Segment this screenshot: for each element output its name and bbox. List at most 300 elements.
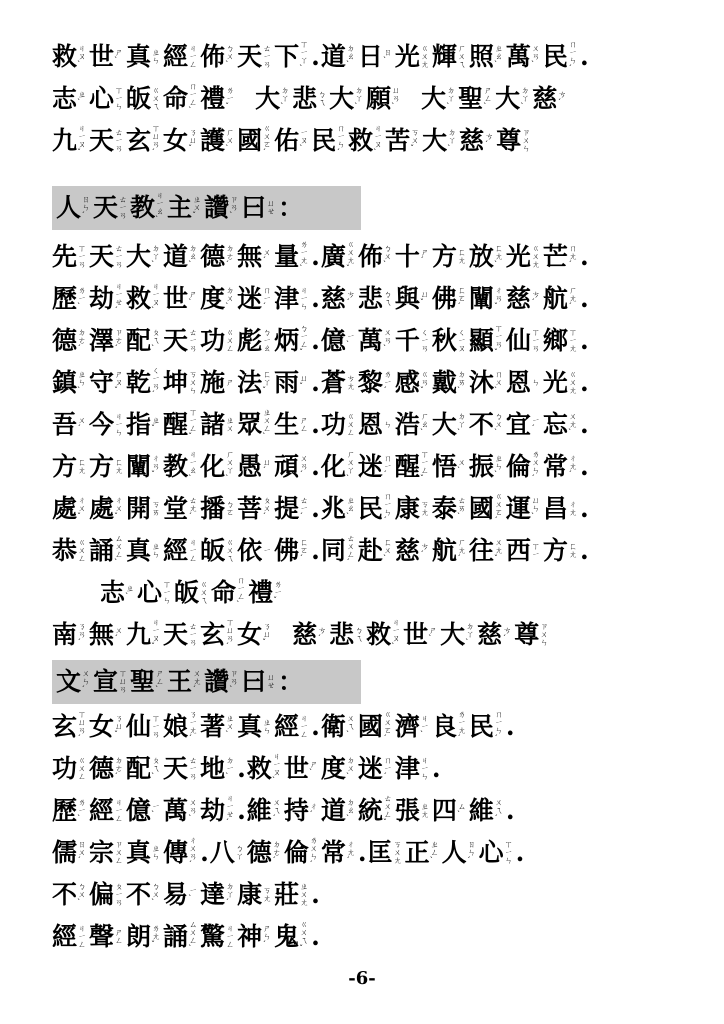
hanzi: 恩 bbox=[357, 410, 383, 439]
zhuyin: ㄇ ㄧ ㄣ ˊ bbox=[336, 124, 346, 157]
annotated-character bbox=[237, 125, 274, 157]
punctuation: . bbox=[357, 838, 367, 867]
hanzi: 十 bbox=[394, 242, 420, 271]
hanzi: 教 bbox=[163, 452, 189, 481]
zhuyin: ㄋ ㄩ ˇ bbox=[262, 622, 272, 647]
hanzi: 醒 bbox=[394, 452, 420, 481]
annotated-character bbox=[163, 536, 200, 566]
zhuyin: ㄔ ㄤ ˊ bbox=[345, 840, 355, 865]
hanzi: 康 bbox=[394, 494, 420, 523]
verse-line bbox=[52, 792, 516, 830]
zhuyin: ㄔ ㄢ ˇ bbox=[151, 454, 161, 479]
annotated-character bbox=[358, 754, 395, 784]
zhuyin: ㄌ ㄧ ˋ bbox=[77, 286, 87, 311]
hanzi: 慈 bbox=[477, 620, 503, 649]
zhuyin: ㄊ ㄧ ㄢ bbox=[115, 244, 124, 269]
hanzi: 聲 bbox=[89, 922, 115, 951]
zhuyin: ㄐ ㄧ ㄥ bbox=[115, 798, 124, 823]
hanzi: 配 bbox=[126, 754, 152, 783]
zhuyin: ㄗ ㄢ ˋ bbox=[229, 195, 239, 220]
hanzi: 民 bbox=[468, 712, 494, 741]
zhuyin: ㄌ ㄧ ˋ bbox=[77, 798, 87, 823]
zhuyin: ㄑ ㄧ ㄡ bbox=[457, 328, 466, 353]
annotated-character bbox=[52, 125, 89, 157]
hanzi: 不 bbox=[468, 410, 494, 439]
hanzi: 昌 bbox=[542, 494, 568, 523]
zhuyin: ㄍ ㄨ ㄛ ˊ bbox=[493, 492, 503, 525]
zhuyin: ㄏ ㄨ ㄟ bbox=[457, 44, 466, 69]
annotated-character bbox=[163, 921, 200, 953]
annotated-character bbox=[358, 284, 395, 314]
annotated-character bbox=[422, 126, 459, 156]
zhuyin: ㄅ ㄟ bbox=[355, 626, 364, 643]
hanzi: 大 bbox=[440, 620, 466, 649]
hanzi: 良 bbox=[431, 712, 457, 741]
annotated-character bbox=[358, 242, 395, 272]
punctuation: . bbox=[579, 452, 589, 481]
hanzi: 救 bbox=[52, 42, 78, 71]
zhuyin: ㄅ ㄨ ˋ bbox=[225, 44, 235, 69]
zhuyin: ㄕ ㄥ bbox=[115, 928, 124, 945]
annotated-character bbox=[93, 667, 130, 697]
zhuyin: ㄊ ㄨ ㄥ ˊ bbox=[345, 534, 355, 567]
hanzi: 悲 bbox=[329, 620, 355, 649]
hanzi: 文 bbox=[56, 667, 82, 696]
hanzi: 命 bbox=[163, 84, 189, 113]
hanzi: 依 bbox=[237, 536, 263, 565]
annotated-character bbox=[395, 42, 432, 72]
annotated-character bbox=[395, 368, 432, 398]
hanzi: 宜 bbox=[505, 410, 531, 439]
zhuyin: ㄘ ˊ bbox=[419, 542, 429, 559]
hanzi: 經 bbox=[89, 796, 115, 825]
zhuyin: ㄈ ㄚ ˇ bbox=[262, 370, 272, 395]
annotated-character bbox=[163, 126, 200, 156]
annotated-character bbox=[237, 494, 274, 524]
annotated-character bbox=[89, 620, 126, 650]
annotated-character bbox=[89, 754, 126, 784]
annotated-character bbox=[274, 325, 311, 357]
hanzi: 放 bbox=[468, 242, 494, 271]
hanzi: 大 bbox=[421, 84, 447, 113]
hanzi: 廣 bbox=[320, 242, 346, 271]
hanzi: 配 bbox=[126, 326, 152, 355]
zhuyin: ㄒ ㄧ ㄢ bbox=[152, 714, 161, 739]
annotated-character bbox=[204, 193, 241, 223]
hanzi: 宣 bbox=[93, 667, 119, 696]
zhuyin: ㄐ ㄧ ㄥ bbox=[78, 924, 87, 949]
zhuyin: ㄍ ㄢ ˇ bbox=[419, 370, 429, 395]
annotated-character bbox=[126, 283, 163, 315]
annotated-character bbox=[274, 41, 311, 73]
hanzi: 倫 bbox=[505, 452, 531, 481]
punctuation: . bbox=[237, 754, 246, 783]
hanzi: 歷 bbox=[52, 284, 78, 313]
zhuyin: ㄩ ˊ bbox=[262, 458, 272, 475]
zhuyin: ㄖ ˋ bbox=[382, 48, 392, 65]
annotated-character bbox=[321, 494, 358, 524]
hanzi: 航 bbox=[431, 536, 457, 565]
annotated-character bbox=[200, 42, 237, 72]
zhuyin: ㄅ ㄛ bbox=[226, 500, 235, 517]
annotated-character bbox=[237, 712, 274, 742]
zhuyin: ㄌ ㄧ ˇ bbox=[273, 580, 283, 605]
annotated-character bbox=[200, 410, 237, 440]
hanzi: 運 bbox=[505, 494, 531, 523]
hanzi: 眾 bbox=[237, 410, 263, 439]
annotated-character bbox=[200, 326, 237, 356]
zhuyin: ㄧ ㄡ ˋ bbox=[299, 128, 309, 153]
zhuyin: ㄍ ㄨ ㄛ ˊ bbox=[262, 124, 272, 157]
annotated-character bbox=[247, 796, 284, 826]
hanzi: 誦 bbox=[163, 922, 189, 951]
hanzi: 光 bbox=[505, 242, 531, 271]
annotated-character bbox=[479, 838, 516, 868]
zhuyin: ㄕ ㄣ ˊ bbox=[262, 924, 272, 949]
annotated-character bbox=[366, 84, 403, 114]
annotated-character bbox=[52, 42, 89, 72]
hanzi: 皈 bbox=[126, 84, 152, 113]
hanzi: 赴 bbox=[357, 536, 383, 565]
hanzi: 恭 bbox=[52, 536, 78, 565]
hanzi: 頑 bbox=[274, 452, 300, 481]
zhuyin: ㄉ ㄚ ˋ bbox=[446, 86, 456, 111]
annotated-character bbox=[274, 452, 311, 482]
zhuyin: ㄕ ˋ bbox=[188, 290, 198, 307]
hanzi: 玄 bbox=[52, 712, 78, 741]
hanzi: 方 bbox=[89, 452, 115, 481]
hanzi: 津 bbox=[394, 754, 420, 783]
punctuation: ： bbox=[278, 667, 304, 696]
annotated-character bbox=[89, 242, 126, 272]
annotated-character bbox=[163, 796, 200, 826]
zhuyin: ㄒ ㄩ ㄢ bbox=[119, 669, 128, 694]
annotated-character bbox=[321, 796, 358, 826]
zhuyin: ㄩ ㄣ ˋ bbox=[530, 496, 540, 521]
hanzi: 王 bbox=[167, 667, 193, 696]
annotated-character bbox=[458, 84, 495, 114]
hanzi: 經 bbox=[52, 922, 78, 951]
hanzi: 指 bbox=[126, 410, 152, 439]
hanzi: 守 bbox=[89, 368, 115, 397]
hanzi: 護 bbox=[200, 126, 226, 155]
hanzi: 國 bbox=[357, 712, 383, 741]
zhuyin: ㄒ ㄩ ㄢ ˊ bbox=[151, 124, 161, 157]
punctuation: . bbox=[579, 284, 589, 313]
hanzi: 佈 bbox=[357, 242, 383, 271]
hanzi: 泰 bbox=[431, 494, 457, 523]
annotated-character bbox=[440, 620, 477, 650]
hanzi: 苦 bbox=[385, 126, 411, 155]
hanzi: 真 bbox=[126, 42, 152, 71]
annotated-character bbox=[274, 410, 311, 440]
annotated-character bbox=[274, 368, 311, 398]
zhuyin: ㄨ ㄣ ˊ bbox=[81, 669, 91, 694]
zhuyin: ㄖ ㄣ ˊ bbox=[466, 840, 476, 865]
annotated-character bbox=[432, 452, 469, 482]
annotated-character bbox=[52, 410, 89, 440]
annotated-character bbox=[358, 493, 395, 525]
hanzi: 匡 bbox=[367, 838, 393, 867]
zhuyin: ㄨ ㄤ ˋ bbox=[567, 412, 577, 437]
hanzi: 恩 bbox=[505, 368, 531, 397]
hanzi: 佛 bbox=[274, 536, 300, 565]
hanzi: 鄉 bbox=[542, 326, 568, 355]
annotated-character bbox=[543, 326, 580, 356]
zhuyin: ㄉ ㄠ ˋ bbox=[188, 244, 198, 269]
hanzi: 禮 bbox=[200, 84, 226, 113]
zhuyin: ㄐ ㄡ ˋ bbox=[77, 44, 87, 69]
hanzi: 化 bbox=[200, 452, 226, 481]
zhuyin: ㄎ ㄞ bbox=[152, 500, 161, 517]
hanzi: 與 bbox=[394, 284, 420, 313]
punctuation: . bbox=[311, 368, 320, 397]
zhuyin: ㄘ ㄤ bbox=[346, 374, 355, 391]
annotated-character bbox=[237, 326, 274, 356]
zhuyin: ㄐ ㄧ ㄣ bbox=[115, 412, 124, 437]
hanzi: 救 bbox=[348, 126, 374, 155]
hanzi: 劫 bbox=[200, 796, 226, 825]
annotated-character bbox=[163, 368, 200, 398]
annotated-character bbox=[163, 284, 200, 314]
hanzi: 處 bbox=[52, 494, 78, 523]
zhuyin: ㄆ ㄨ ˊ bbox=[262, 496, 272, 521]
verse-line bbox=[100, 574, 285, 612]
annotated-character bbox=[52, 452, 89, 482]
hanzi: 悲 bbox=[357, 284, 383, 313]
annotated-character bbox=[200, 284, 237, 314]
hanzi: 人 bbox=[441, 838, 467, 867]
annotated-character bbox=[329, 84, 366, 114]
annotated-character bbox=[163, 409, 200, 441]
hanzi: 不 bbox=[52, 880, 78, 909]
hanzi: 道 bbox=[163, 242, 189, 271]
annotated-character bbox=[506, 368, 543, 398]
zhuyin: ㄈ ㄤ bbox=[78, 458, 87, 475]
hanzi: 德 bbox=[89, 754, 115, 783]
hanzi: 兆 bbox=[320, 494, 346, 523]
zhuyin: ㄐ ㄧ ㄡ ˇ bbox=[77, 124, 87, 157]
zhuyin: ㄒ ㄧ ㄢ ˇ bbox=[493, 324, 503, 357]
hanzi: 曰 bbox=[241, 667, 267, 696]
hanzi: 佑 bbox=[274, 126, 300, 155]
punctuation: . bbox=[311, 452, 320, 481]
hanzi: 芒 bbox=[542, 242, 568, 271]
hanzi: 坤 bbox=[163, 368, 189, 397]
hanzi: 乾 bbox=[126, 368, 152, 397]
zhuyin: ㄨ ㄤ ˇ bbox=[493, 538, 503, 563]
verse-line bbox=[52, 708, 516, 746]
zhuyin: ㄈ ㄛ ˊ bbox=[456, 286, 466, 311]
zhuyin: ㄌ ㄧ ˇ bbox=[225, 86, 235, 111]
hanzi: 衛 bbox=[320, 712, 346, 741]
annotated-character bbox=[543, 452, 580, 482]
annotated-character bbox=[52, 536, 89, 566]
hanzi: 女 bbox=[163, 126, 189, 155]
annotated-character bbox=[432, 711, 469, 743]
zhuyin: ㄨ ㄟ ˊ bbox=[271, 798, 281, 823]
annotated-character bbox=[469, 796, 506, 826]
annotated-character bbox=[126, 410, 163, 440]
annotated-character bbox=[405, 838, 442, 868]
hanzi: 慈 bbox=[459, 126, 485, 155]
punctuation: . bbox=[311, 712, 320, 741]
zhuyin: ㄇ ㄧ ㄣ ˊ bbox=[382, 492, 392, 525]
hanzi: 莊 bbox=[274, 880, 300, 909]
annotated-character bbox=[358, 536, 395, 566]
zhuyin: ㄗ ㄢ ˋ bbox=[229, 669, 239, 694]
annotated-character bbox=[421, 84, 458, 114]
hanzi: 感 bbox=[394, 368, 420, 397]
annotated-character bbox=[432, 410, 469, 440]
hanzi: 澤 bbox=[89, 326, 115, 355]
hanzi: 功 bbox=[52, 754, 78, 783]
annotated-character bbox=[543, 536, 580, 566]
hanzi: 世 bbox=[283, 754, 309, 783]
annotated-character bbox=[211, 577, 248, 609]
hanzi: 億 bbox=[320, 326, 346, 355]
zhuyin: ㄕ bbox=[226, 378, 235, 387]
annotated-character bbox=[163, 83, 200, 115]
hanzi: 佈 bbox=[200, 42, 226, 71]
hanzi: 顯 bbox=[468, 326, 494, 355]
punctuation: . bbox=[579, 494, 589, 523]
hanzi: 教 bbox=[130, 193, 156, 222]
hanzi: 持 bbox=[283, 796, 309, 825]
annotated-character bbox=[321, 326, 358, 356]
hanzi: 常 bbox=[320, 838, 346, 867]
hanzi: 萬 bbox=[163, 796, 189, 825]
zhuyin: ㄐ ㄧ ㄡ ˋ bbox=[373, 124, 383, 157]
hanzi: 炳 bbox=[274, 326, 300, 355]
annotated-character bbox=[52, 711, 89, 743]
zhuyin: ㄏ ㄤ ˊ bbox=[456, 538, 466, 563]
hanzi: 著 bbox=[200, 712, 226, 741]
annotated-character bbox=[237, 922, 274, 952]
hanzi: 度 bbox=[200, 284, 226, 313]
annotated-character bbox=[506, 242, 543, 272]
zhuyin: ㄩ ˇ bbox=[299, 374, 309, 391]
hanzi: 吾 bbox=[52, 410, 78, 439]
hanzi: 女 bbox=[89, 712, 115, 741]
annotated-character bbox=[89, 535, 126, 567]
zhuyin: ㄩ ㄢ ˋ bbox=[391, 86, 401, 111]
annotated-character bbox=[200, 880, 237, 910]
hanzi: 功 bbox=[200, 326, 226, 355]
verse-line bbox=[52, 364, 590, 402]
hanzi: 康 bbox=[237, 880, 263, 909]
annotated-character bbox=[432, 536, 469, 566]
hanzi: 方 bbox=[431, 242, 457, 271]
zhuyin: ㄈ ㄨ ˋ bbox=[382, 538, 392, 563]
annotated-character bbox=[321, 410, 358, 440]
zhuyin: ㄗ ㄨ ㄥ bbox=[115, 840, 124, 865]
hanzi: 人 bbox=[56, 193, 82, 222]
annotated-character bbox=[137, 578, 174, 608]
annotated-character bbox=[274, 712, 311, 742]
hanzi: 闡 bbox=[468, 284, 494, 313]
hanzi: 國 bbox=[468, 494, 494, 523]
hanzi: 播 bbox=[200, 494, 226, 523]
zhuyin: ㄅ ㄚ bbox=[235, 844, 244, 861]
zhuyin: ㄓ ㄣ bbox=[152, 844, 161, 861]
hanzi: 尊 bbox=[496, 126, 522, 155]
zhuyin: ㄍ ㄨ ㄥ bbox=[78, 756, 87, 781]
zhuyin: ㄕ ˋ bbox=[114, 48, 124, 65]
hanzi: 同 bbox=[320, 536, 346, 565]
hanzi: 諸 bbox=[200, 410, 226, 439]
zhuyin: ㄗ ㄜ ˊ bbox=[114, 328, 124, 353]
hanzi: 開 bbox=[126, 494, 152, 523]
annotated-character bbox=[126, 536, 163, 566]
annotated-character bbox=[284, 796, 321, 826]
hanzi: 神 bbox=[237, 922, 263, 951]
hanzi: 黎 bbox=[357, 368, 383, 397]
zhuyin: ㄏ ㄨ ㄚ ˋ bbox=[345, 450, 355, 483]
hanzi: 迷 bbox=[237, 284, 263, 313]
annotated-character bbox=[432, 42, 469, 72]
annotated-character bbox=[247, 838, 284, 868]
zhuyin: ㄉ ㄚ ˋ bbox=[354, 86, 364, 111]
annotated-character bbox=[126, 754, 163, 784]
annotated-character bbox=[469, 493, 506, 525]
zhuyin: ㄉ ㄚ ˋ bbox=[280, 86, 290, 111]
annotated-character bbox=[200, 494, 237, 524]
punctuation: . bbox=[311, 242, 320, 271]
hanzi: 化 bbox=[320, 452, 346, 481]
hanzi: 功 bbox=[320, 410, 346, 439]
zhuyin: ㄔ ㄤ ˊ bbox=[567, 454, 577, 479]
zhuyin: ㄨ ˊ bbox=[262, 248, 272, 265]
hanzi: 提 bbox=[274, 494, 300, 523]
zhuyin: ㄍ ㄨ ㄥ bbox=[78, 538, 87, 563]
hanzi: 迷 bbox=[357, 452, 383, 481]
hanzi: 誦 bbox=[89, 536, 115, 565]
punctuation: . bbox=[579, 326, 589, 355]
zhuyin: ㄨ ˊ bbox=[77, 416, 87, 433]
annotated-character bbox=[543, 410, 580, 440]
annotated-character bbox=[200, 619, 237, 651]
zhuyin: ㄅ ㄨ ˋ bbox=[151, 882, 161, 907]
zhuyin: ㄎ ㄨ ㄣ bbox=[189, 370, 198, 395]
zhuyin: ㄘ ˊ bbox=[345, 290, 355, 307]
hanzi: 九 bbox=[52, 126, 78, 155]
hanzi: 萬 bbox=[357, 326, 383, 355]
punctuation: . bbox=[311, 42, 320, 71]
annotated-character bbox=[237, 536, 274, 566]
zhuyin: ㄉ ㄜ ˊ bbox=[77, 328, 87, 353]
zhuyin: ㄔ ㄨ ˇ bbox=[77, 496, 87, 521]
annotated-character bbox=[321, 838, 358, 868]
annotated-character bbox=[126, 42, 163, 72]
annotated-character bbox=[432, 326, 469, 356]
verse-line bbox=[52, 834, 525, 872]
hanzi: 慈 bbox=[505, 284, 531, 313]
zhuyin: ㄍ ㄨ ㄟ bbox=[152, 86, 161, 111]
hanzi: 女 bbox=[237, 620, 263, 649]
zhuyin: ㄉ ㄚ ˋ bbox=[447, 128, 457, 153]
punctuation: . bbox=[431, 754, 441, 783]
annotated-character bbox=[163, 242, 200, 272]
annotated-character bbox=[432, 242, 469, 272]
hanzi: 志 bbox=[100, 578, 126, 607]
annotated-character bbox=[237, 620, 274, 650]
zhuyin: ㄆ ㄟ ˋ bbox=[151, 328, 161, 353]
hanzi: 德 bbox=[246, 838, 272, 867]
zhuyin: ㄋ ㄢ ˊ bbox=[77, 622, 87, 647]
annotated-character bbox=[126, 326, 163, 356]
annotated-character bbox=[163, 451, 200, 483]
